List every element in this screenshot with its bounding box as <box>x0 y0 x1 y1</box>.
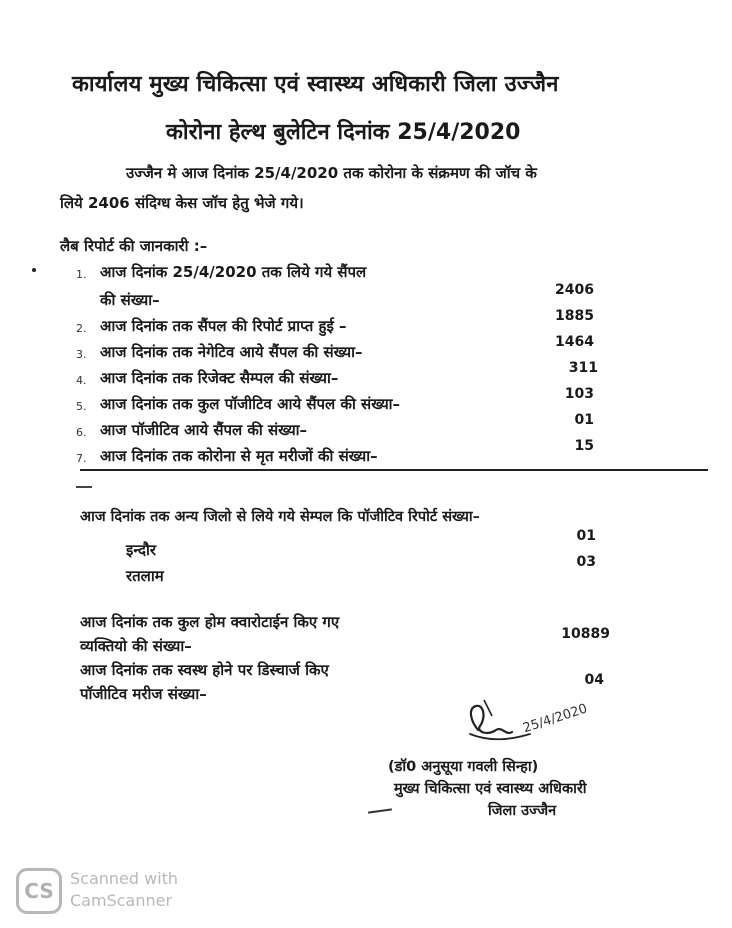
item-label: आज दिनांक तक नेगेटिव आये सैंपल की संख्या– <box>100 343 363 361</box>
item-index: 7. <box>76 452 87 465</box>
divider-dash <box>76 486 92 488</box>
item-index: 1. <box>76 268 87 281</box>
margin-dot <box>32 268 36 272</box>
item-value: 1464 <box>555 334 594 350</box>
item-index: 5. <box>76 400 87 413</box>
watermark-line-1: Scanned with <box>70 869 179 888</box>
item-label: आज दिनांक तक कोरोना से मृत मरीजों की संख्या– <box>100 447 378 465</box>
watermark-line-2: CamScanner <box>70 891 173 910</box>
bulletin-title: कोरोना हेल्थ बुलेटिन दिनांक 25/4/2020 <box>166 120 521 145</box>
item-value: 01 <box>574 412 594 428</box>
item-index: 2. <box>76 322 87 335</box>
item-label-cont: की संख्या– <box>100 291 160 309</box>
item-value: 311 <box>568 360 598 376</box>
intro-line-1: उज्जैन मे आज दिनांक 25/4/2020 तक कोरोना के संक्रमण की जॉच के <box>126 164 537 182</box>
item-label: आज दिनांक तक सैंपल की रिपोर्ट प्राप्त हुई – <box>100 317 347 335</box>
item-value: 15 <box>574 438 594 454</box>
item-index: 3. <box>76 348 87 361</box>
quarantine-line-2: व्यक्तियो की संख्या– <box>80 637 192 655</box>
quarantine-line-1: आज दिनांक तक कुल होम क्वारोटाईन किए गए <box>80 613 340 631</box>
camscanner-logo: CS <box>16 868 62 914</box>
discharge-line-2: पॉजीटिव मरीज संख्या– <box>80 685 207 703</box>
item-label: आज दिनांक तक कुल पॉजीटिव आये सैंपल की संख्या– <box>100 395 401 413</box>
intro-line-2: लिये 2406 संदिग्ध केस जॉच हेतु भेजे गये। <box>60 194 304 212</box>
item-label: आज पॉजीटिव आये सैंपल की संख्या– <box>100 421 308 439</box>
office-title: कार्यालय मुख्य चिकित्सा एवं स्वास्थ्य अधिकारी जिला उज्जैन <box>72 72 559 97</box>
signatory-designation: मुख्य चिकित्सा एवं स्वास्थ्य अधिकारी <box>394 781 587 797</box>
signature-date: 25/4/2020 <box>521 701 590 737</box>
item-value: 1885 <box>555 308 594 324</box>
item-index: 4. <box>76 374 87 387</box>
camscanner-watermark <box>70 868 178 912</box>
item-label: आज दिनांक तक रिजेक्ट सैम्पल की संख्या– <box>100 369 339 387</box>
handwritten-signature <box>440 690 610 760</box>
discharge-value: 04 <box>584 672 604 688</box>
quarantine-value: 10889 <box>561 626 610 642</box>
ink-mark <box>368 808 392 813</box>
lab-report-heading: लैब रिपोर्ट की जानकारी :– <box>60 237 208 255</box>
signatory-name: (डॉ0 अनुसूया गवली सिन्हा) <box>388 759 539 775</box>
other-districts-heading: आज दिनांक तक अन्य जिलो से लिये गये सेम्पल कि पॉजीटिव रिपोर्ट संख्या– <box>80 509 480 525</box>
discharge-line-1: आज दिनांक तक स्वस्थ होने पर डिस्चार्ज किए <box>80 661 329 679</box>
item-value: 103 <box>564 386 594 402</box>
item-index: 6. <box>76 426 87 439</box>
section-divider <box>80 469 708 471</box>
district-name: रतलाम <box>126 567 164 585</box>
item-label: आज दिनांक 25/4/2020 तक लिये गये सैंपल <box>100 263 367 281</box>
item-value: 2406 <box>555 282 594 298</box>
district-name: इन्दौर <box>126 541 156 559</box>
district-value: 01 <box>576 528 596 544</box>
district-value: 03 <box>576 554 596 570</box>
signatory-district: जिला उज्जैन <box>488 803 557 819</box>
